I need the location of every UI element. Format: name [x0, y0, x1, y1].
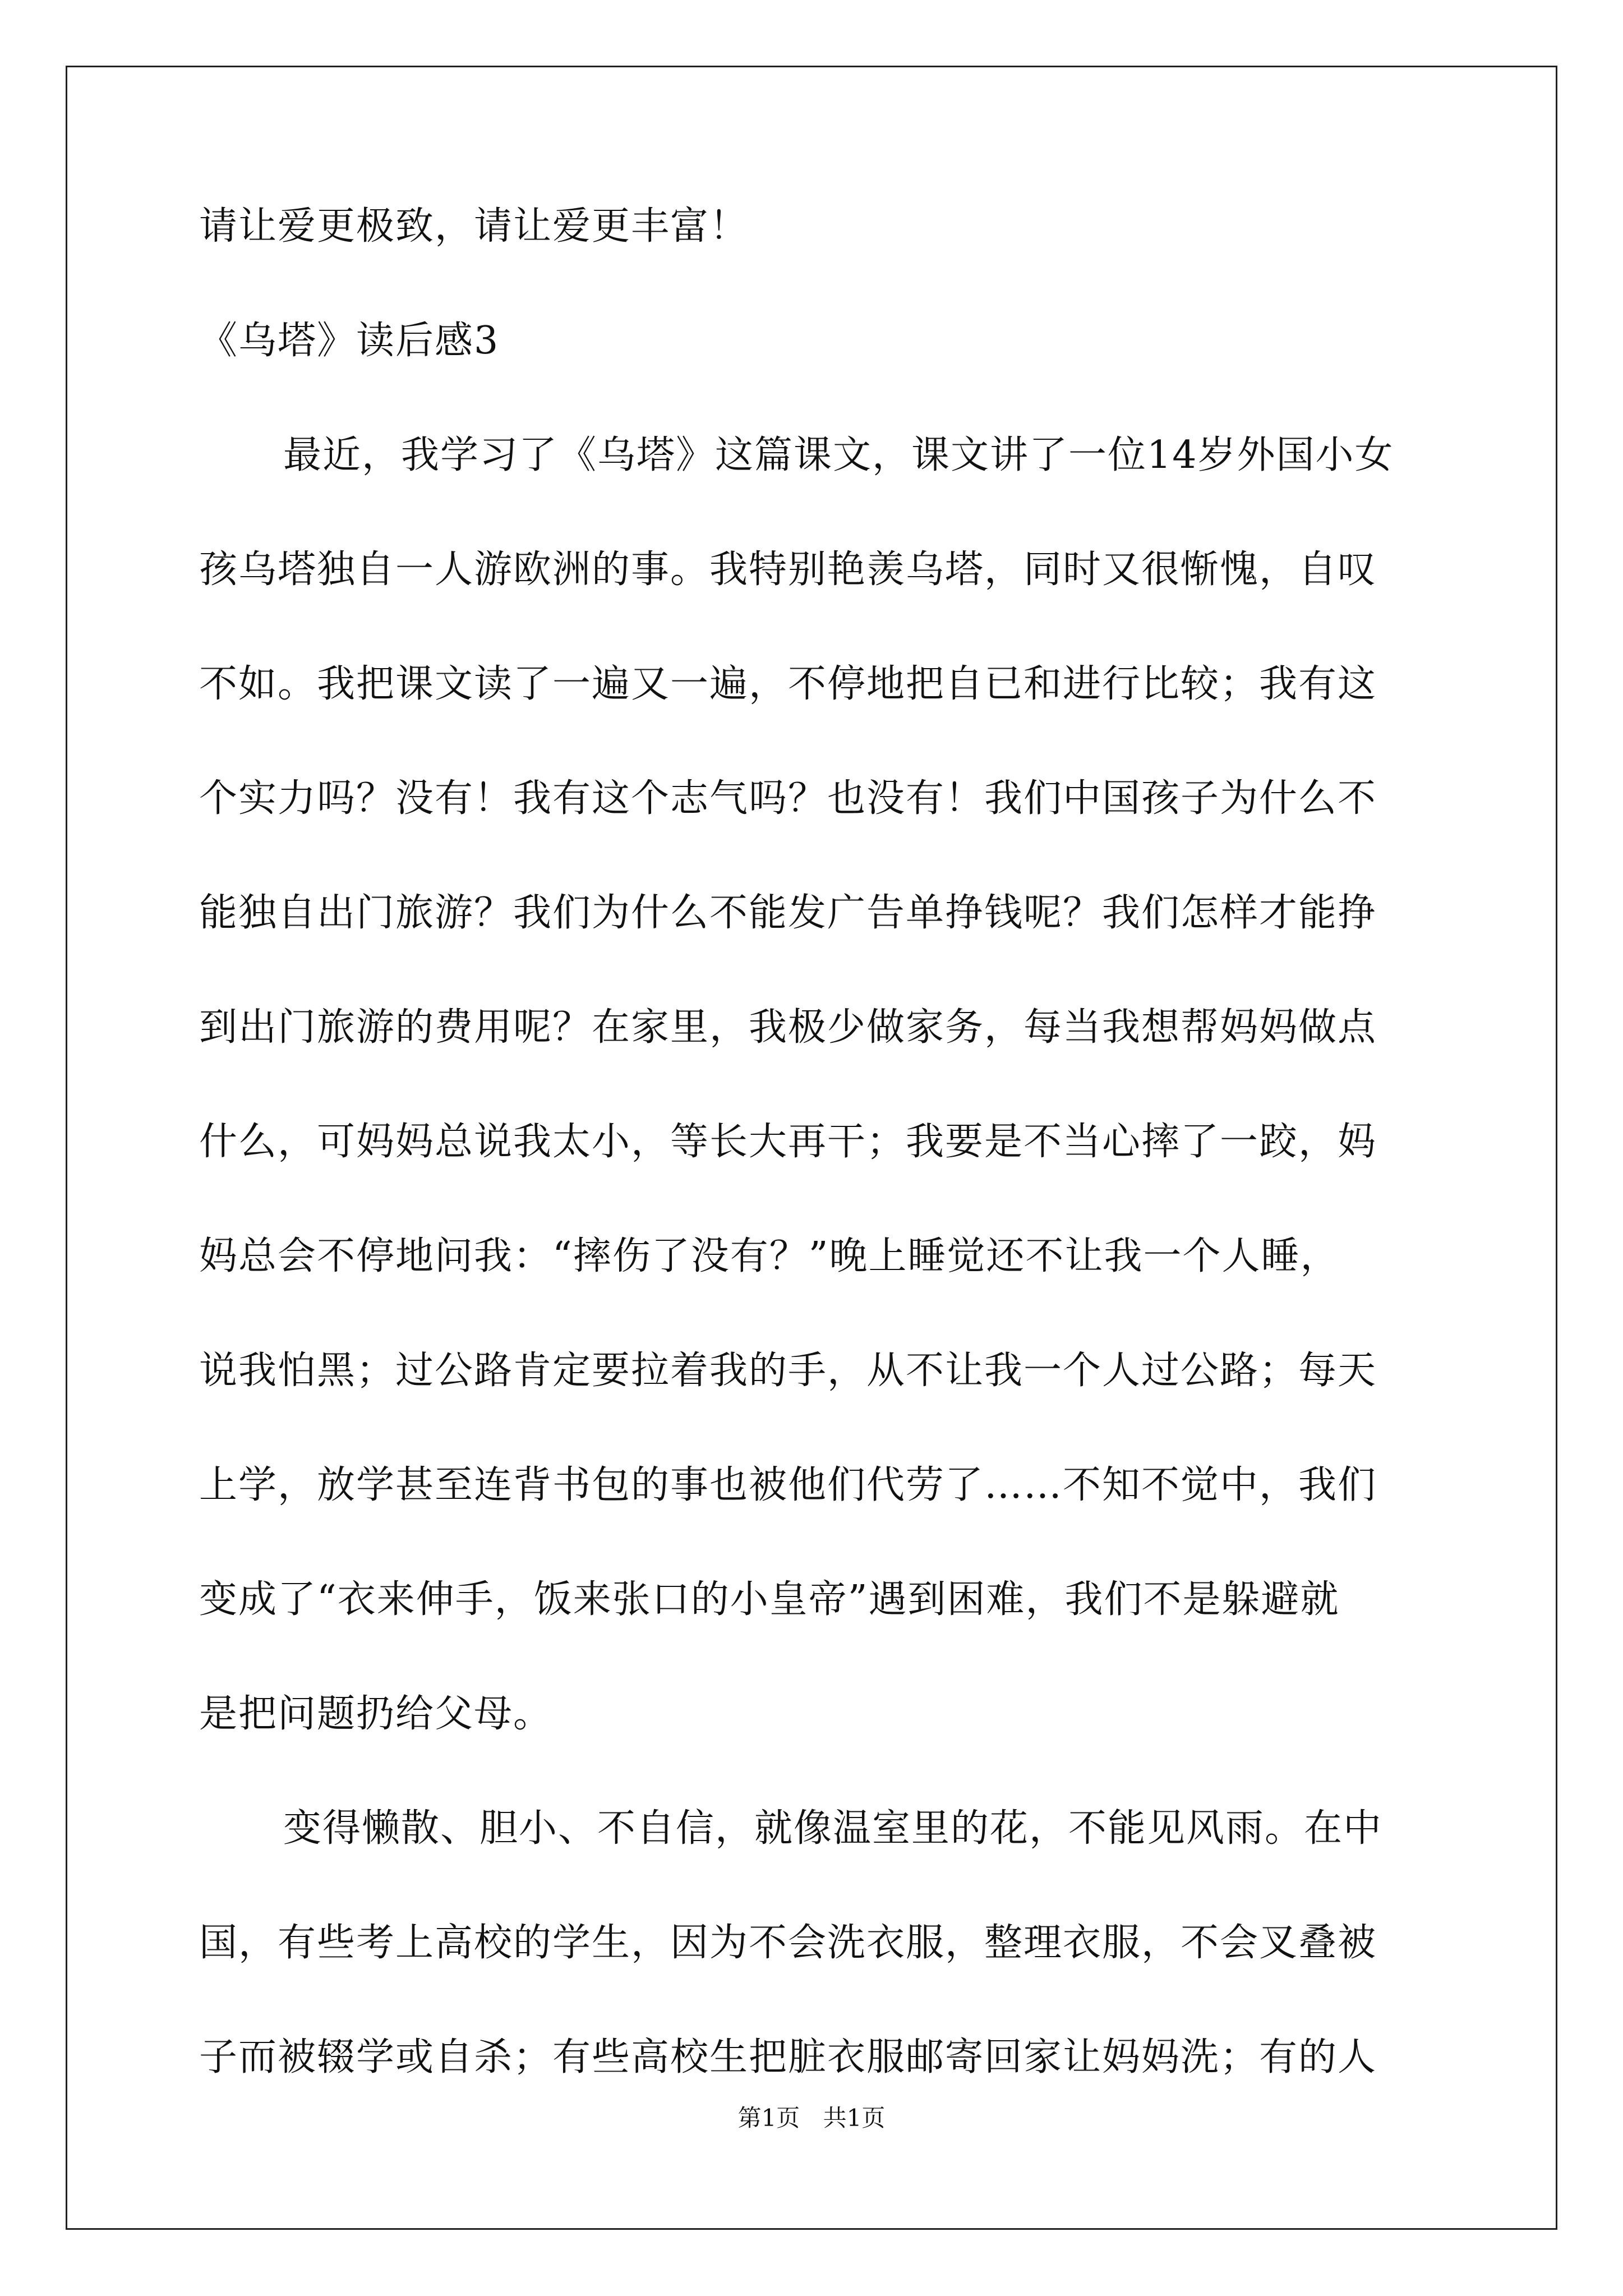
- paragraph-line: 不如。我把课文读了一遍又一遍，不停地把自已和进行比较；我有这: [199, 662, 1377, 706]
- document-body: [199, 202, 1430, 2147]
- paragraph-1: [199, 431, 1430, 1739]
- paragraph-line: 最近，我学习了《乌塔》这篇课文，课文讲了一位14岁外国小女: [283, 433, 1394, 477]
- paragraph-line: 上学，放学甚至连背书包的事也被他们代劳了……不知不觉中，我们: [199, 1463, 1377, 1507]
- section-title: 《乌塔》读后感3: [199, 319, 500, 363]
- paragraph-line: 个实力吗？没有！我有这个志气吗？也没有！我们中国孩子为什么不: [199, 776, 1377, 821]
- page-footer: [0, 2102, 1623, 2134]
- paragraph-line: 什么，可妈妈总说我太小，等长大再干；我要是不当心摔了一跤，妈: [199, 1120, 1377, 1164]
- paragraph-line: 妈总会不停地问我：“摔伤了没有？”晚上睡觉还不让我一个人睡，: [199, 1234, 1340, 1278]
- paragraph-line: 说我怕黑；过公路肯定要拉着我的手，从不让我一个人过公路；每天: [199, 1349, 1377, 1393]
- page-total: 共1页: [823, 2104, 886, 2132]
- paragraph-line: 变成了“衣来伸手，饭来张口的小皇帝”遇到困难，我们不是躲避就: [199, 1577, 1340, 1622]
- paragraph-line: 国，有些考上高校的学生，因为不会洗衣服，整理衣服，不会叉叠被: [199, 1921, 1377, 1965]
- paragraph-line: 孩乌塔独自一人游欧洲的事。我特别艳羡乌塔，同时又很惭愧，自叹: [199, 547, 1377, 592]
- paragraph-line: 子而被辍学或自杀；有些高校生把脏衣服邮寄回家让妈妈洗；有的人: [199, 2035, 1377, 2079]
- paragraph-2: [199, 1804, 1430, 2082]
- page-number: 第1页: [737, 2104, 800, 2132]
- opening-line: 请让爱更极致，请让爱更丰富！: [199, 204, 749, 249]
- paragraph-line: 变得懒散、胆小、不自信，就像温室里的花，不能见风雨。在中: [283, 1806, 1383, 1851]
- paragraph-line: 到出门旅游的费用呢？在家里，我极少做家务，每当我想帮妈妈做点: [199, 1005, 1377, 1050]
- paragraph-line: 是把问题扔给父母。: [199, 1692, 553, 1736]
- paragraph-line: 能独自出门旅游？我们为什么不能发广告单挣钱呢？我们怎样才能挣: [199, 891, 1377, 935]
